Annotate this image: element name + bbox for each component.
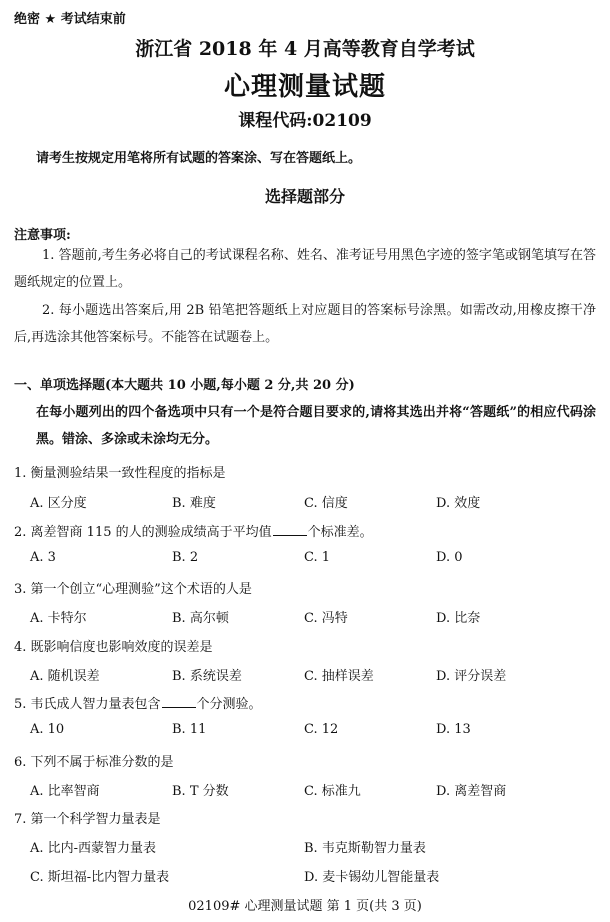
question-2-option-a: A. 3 [30, 550, 56, 565]
attention-item-1: 1. 答题前,考生务必将自己的考试课程名称、姓名、准考证号用黑色字迹的签字笔或钢笔填写在答题纸规定的位置上。 [14, 248, 596, 290]
answer-blank [162, 695, 196, 708]
question-3-stem: 3. 第一个创立“心理测验”这个术语的人是 [14, 582, 252, 597]
question-5-stem [14, 693, 262, 712]
question-2-stem [14, 521, 373, 540]
question-7-stem: 7. 第一个科学智力量表是 [14, 812, 161, 827]
question-5-stem-suffix: 个分测验。 [196, 697, 262, 712]
subject-title: 心理测量试题 [223, 72, 386, 102]
question-4-stem: 4. 既影响信度也影响效度的误差是 [14, 640, 213, 655]
question-5-option-b: B. 11 [172, 722, 207, 737]
question-4-option-c: C. 抽样误差 [304, 669, 374, 684]
page-footer: 02109# 心理测量试题 第 1 页(共 3 页) [188, 899, 422, 914]
answer-blank [273, 523, 307, 536]
question-6-option-c: C. 标准九 [304, 784, 361, 799]
question-5-option-a: A. 10 [30, 722, 65, 737]
question-3-option-a: A. 卡特尔 [30, 611, 87, 626]
question-2-stem-suffix: 个标准差。 [307, 525, 373, 540]
question-2-option-b: B. 2 [172, 550, 199, 565]
question-1-stem: 1. 衡量测验结果一致性程度的指标是 [14, 466, 226, 481]
attention-item-2: 2. 每小题选出答案后,用 2B 铅笔把答题纸上对应题目的答案标号涂黑。如需改动,用橡皮擦干净后,再选涂其他答案标号。不能答在试题卷上。 [14, 303, 596, 345]
question-5-stem-text: 5. 韦氏成人智力量表包含 [14, 697, 161, 712]
question-5-option-d: D. 13 [436, 722, 471, 737]
question-4-option-a: A. 随机误差 [30, 669, 100, 684]
question-6-option-b: B. T 分数 [172, 784, 229, 799]
attention-heading: 注意事项: [14, 228, 71, 243]
confidential-mark: 绝密 ★ 考试结束前 [14, 12, 126, 27]
part-one-title: 一、单项选择题(本大题共 10 小题,每小题 2 分,共 20 分) [14, 378, 355, 393]
part-one-instruction: 在每小题列出的四个备选项中只有一个是符合题目要求的,请将其选出并将“答题纸”的相应代码涂黑。错涂、多涂或未涂均无分。 [36, 405, 596, 447]
question-6-option-d: D. 离差智商 [436, 784, 507, 799]
question-3-option-c: C. 冯特 [304, 611, 348, 626]
question-1-option-c: C. 信度 [304, 496, 348, 511]
question-4-option-d: D. 评分误差 [436, 669, 507, 684]
question-7-option-d: D. 麦卡锡幼儿智能量表 [304, 870, 440, 885]
exam-title: 浙江省 2018 年 4 月高等教育自学考试 [135, 38, 475, 60]
question-1-option-d: D. 效度 [436, 496, 481, 511]
question-4-option-b: B. 系统误差 [172, 669, 242, 684]
question-7-option-b: B. 韦克斯勒智力量表 [304, 841, 426, 856]
question-5-option-c: C. 12 [304, 722, 339, 737]
question-1-option-a: A. 区分度 [30, 496, 87, 511]
question-2-option-d: D. 0 [436, 550, 463, 565]
question-7-option-c: C. 斯坦福-比内智力量表 [30, 870, 170, 885]
section-title: 选择题部分 [264, 187, 345, 206]
question-2-option-c: C. 1 [304, 550, 331, 565]
course-code: 课程代码:02109 [238, 111, 372, 131]
question-6-stem: 6. 下列不属于标准分数的是 [14, 755, 174, 770]
question-7-option-a: A. 比内-西蒙智力量表 [30, 841, 157, 856]
question-3-option-b: B. 高尔顿 [172, 611, 229, 626]
answer-notice: 请考生按规定用笔将所有试题的答案涂、写在答题纸上。 [36, 151, 362, 166]
question-1-option-b: B. 难度 [172, 496, 216, 511]
question-6-option-a: A. 比率智商 [30, 784, 100, 799]
question-3-option-d: D. 比奈 [436, 611, 481, 626]
question-2-stem-text: 2. 离差智商 115 的人的测验成绩高于平均值 [14, 525, 272, 540]
